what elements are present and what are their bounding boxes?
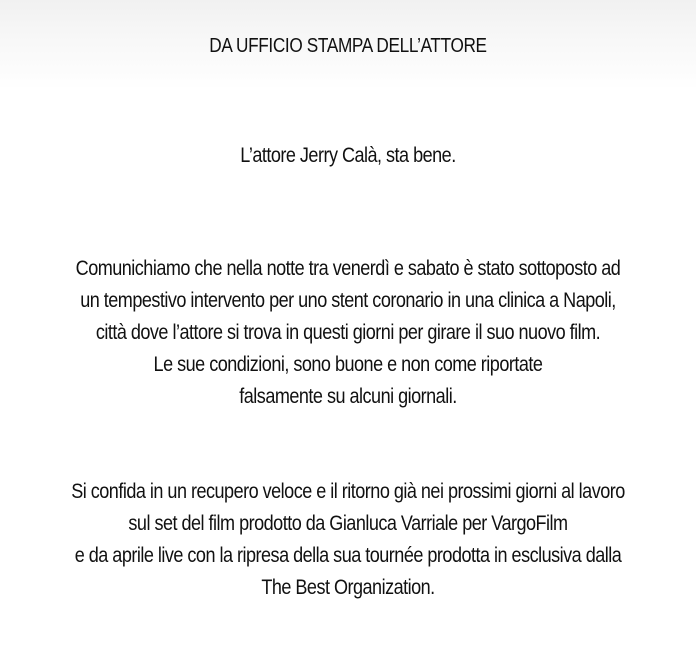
paragraph2-line: e da aprile live con la ripresa della sua tournée prodotta in esclusiva dalla	[74, 544, 622, 567]
headline: L’attore Jerry Calà, sta bene.	[240, 144, 456, 167]
paragraph1-line: Comunichiamo che nella notte tra venerdì e sabato è stato sottoposto ad	[75, 257, 621, 280]
paragraph1-line: città dove l’attore si trova in questi giorni per girare il suo nuovo film.	[95, 321, 601, 344]
document-title: DA UFFICIO STAMPA DELL’ATTORE	[209, 35, 487, 57]
paragraph2-line: Si confida in un recupero veloce e il ritorno già nei prossimi giorni al lavoro	[71, 480, 625, 503]
paragraph1-line: Le sue condizioni, sono buone e non come riportate	[153, 353, 543, 376]
paragraph1-line: falsamente su alcuni giornali.	[239, 385, 457, 408]
paragraph2-line: sul set del film prodotto da Gianluca Varriale per VargoFilm	[128, 512, 568, 535]
paragraph1-line: un tempestivo intervento per uno stent coronario in una clinica a Napoli,	[80, 289, 616, 312]
paragraph2-line: The Best Organization.	[261, 576, 435, 599]
